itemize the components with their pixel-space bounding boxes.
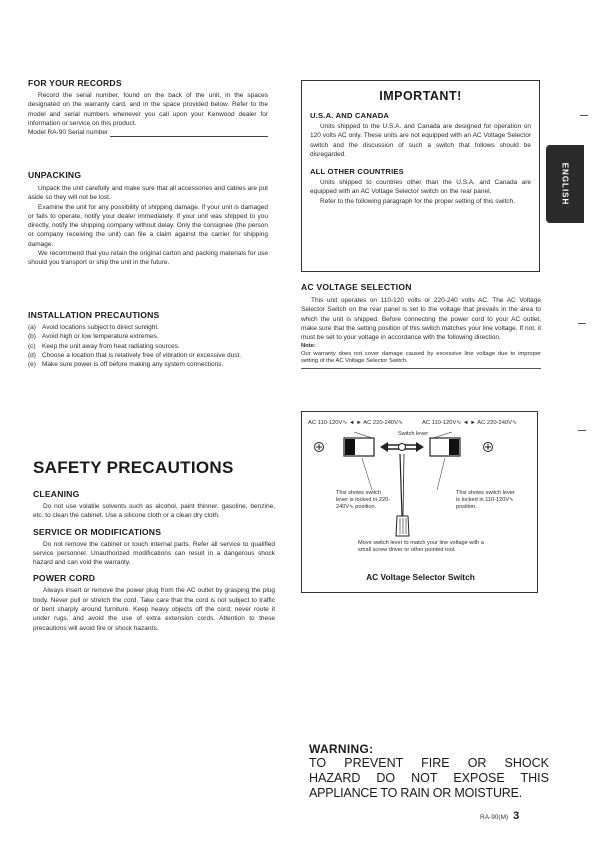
list-item [28,351,268,360]
right-screw-icon [484,443,493,452]
left-voltage-label: AC 110-120V∿ ◄ ► AC 220-240V∿ [308,420,403,426]
usa-canada-heading: U.S.A. AND CANADA [310,111,390,120]
unpacking-section [28,170,268,268]
language-tab [546,145,584,223]
important-title: IMPORTANT! [379,89,462,103]
left-position-caption: This shows switch lever is locked in 220-240V∿ position. [336,490,391,510]
service-text: Do not remove the cabinet or touch internal parts. Refer all service to qualified service personnel. Unauthorized modifications can result in a dangerous shock hazard and can void the warranty. [33,540,275,567]
list-text: Make sure power is off before making any system connections. [42,361,224,369]
installation-heading: INSTALLATION PRECAUTIONS [28,310,160,320]
unpacking-p3: We recommend that you retain the original carton and packing materials for use should you transport or ship the unit in the future. [28,250,268,267]
note-block [301,343,541,369]
note-label: Note: [301,343,316,350]
margin-tick [578,323,586,324]
installation-section [28,310,268,369]
unpacking-p2: Examine the unit for any possibility of shipping damage. If your unit is damaged or fails to operate, notify your dealer immediately. If your unit was shipped to you directly, notify the shipping company without delay. Only the consignee (the person or company receiving the unit) can file a claim against the carrier for shipping damage. [28,203,268,248]
move-lever-caption: Move switch lever to match your line voltage with a small screw driver or other pointed tool. [358,540,484,553]
left-switch-icon [344,432,374,456]
list-item [28,342,268,351]
double-arrow-icon [380,442,424,452]
ac-voltage-section [301,282,541,369]
serial-number-blank [110,129,268,137]
switch-diagram-box [301,411,538,593]
records-heading: FOR YOUR RECORDS [28,78,122,88]
safety-title: SAFETY PRECAUTIONS [33,458,234,477]
right-voltage-label: AC 110-120V∿ ◄ ► AC 220-240V∿ [422,420,517,426]
list-text: Avoid locations subject to direct sunlight. [42,324,159,331]
note-text: Our warranty does not cover damage caused by excessive line voltage due to improper setting of the AC Voltage Selector Switch. [301,350,541,365]
model-serial-line [28,128,268,137]
ac-voltage-heading: AC VOLTAGE SELECTION [301,282,412,292]
right-position-caption: This shows switch lever is locked in 110-120V∿ position. [456,490,515,510]
other-countries-p1: Units shipped to countries other than the U.S.A. and Canada are equipped with an AC Voltage Selector switch on the rear panel. [310,179,531,196]
other-countries-heading: ALL OTHER COUNTRIES [310,167,404,177]
power-cord-text: Always insert or remove the power plug from the AC outlet by grasping the plug body. Never pull or stretch the cord. Take care that the cord is not subject to traffic or bent sharply around furniture. Keep heavy objects off the cord; never route it under rugs, and avoid the use of extra extension cords. Attention to these precautions will avoid fire or shock hazards. [33,587,275,632]
important-box [301,80,540,272]
screwdriver-icon [396,454,409,536]
language-tab-label: ENGLISH [560,162,570,206]
list-marker: (e) [28,361,36,369]
footer [480,810,519,822]
list-marker: (a) [28,324,36,331]
right-switch-icon [430,432,460,456]
warning-block [309,742,549,801]
list-marker: (b) [28,333,36,341]
page-number: 3 [513,810,520,822]
records-text: Record the serial number, found on the back of the unit, in the spaces designated on the warranty card, and in the space provided below. Refer to the model and serial numbers whenever you call upon your Kenwood dealer for information or service on this product. [28,92,268,127]
margin-tick [580,115,588,116]
list-text: Avoid high or low temperature extremes. [42,333,159,341]
switch-lever-label: Switch lever [398,431,429,437]
cleaning-text: Do not use volatile solvents such as alcohol, paint thinner, gasoline, benzine, etc. to clean the cabinet. Use a silicone cloth or a clean dry cloth. [33,503,275,520]
model-serial-label: Model RA-90 Serial number [28,129,109,137]
list-item [28,323,268,332]
unpacking-p1: Unpack the unit carefully and make sure that all accessories and cables are put aside so they will not be lost. [28,185,268,202]
other-countries-p2: Refer to the following paragraph for the proper setting of this switch. [320,197,516,205]
power-cord-heading: POWER CORD [33,573,96,584]
service-heading: SERVICE OR MODIFICATIONS [33,526,162,537]
margin-tick [578,430,586,431]
warning-line-1: TO PREVENT FIRE OR SHOCK [309,756,549,770]
installation-list [28,323,268,369]
unpacking-heading: UNPACKING [28,170,82,180]
list-text: Choose a location that is relatively free of vibration or excessive dust. [42,351,242,359]
warning-line-2: HAZARD DO NOT EXPOSE THIS [309,771,549,785]
warning-heading: WARNING: [309,742,374,756]
list-marker: (d) [28,351,36,359]
list-marker: (c) [28,342,36,350]
safety-section [33,458,275,633]
usa-canada-text: Units shipped to the U.S.A. and Canada are designed for operation on 120 volts AC only. These units are not equipped with an AC Voltage Selector switch and the discussion of such a switch that follows should be disregarded. [310,123,531,158]
list-item [28,332,268,341]
cleaning-heading: CLEANING [33,489,80,499]
warning-line-3: APPLIANCE TO RAIN OR MOISTURE. [309,786,523,800]
list-item [28,360,268,369]
footer-model: RA-90(M) [480,814,509,821]
ac-voltage-text: This unit operates on 110-120 volts or 220-240 volts AC. The AC Voltage Selector Switch on the rear panel is set to the voltage that prevails in the area to which the unit is shipped. Before connecting the power cord to your AC outlet, make sure that the setting position of this switch matches your line voltage. If not, it must be set to your voltage in accordance with the following direction. [301,297,541,342]
switch-diagram-title: AC Voltage Selector Switch [366,572,475,582]
records-section [28,78,268,137]
left-screw-icon [315,443,324,452]
list-text: Keep the unit away from heat radiating sources. [42,342,180,350]
